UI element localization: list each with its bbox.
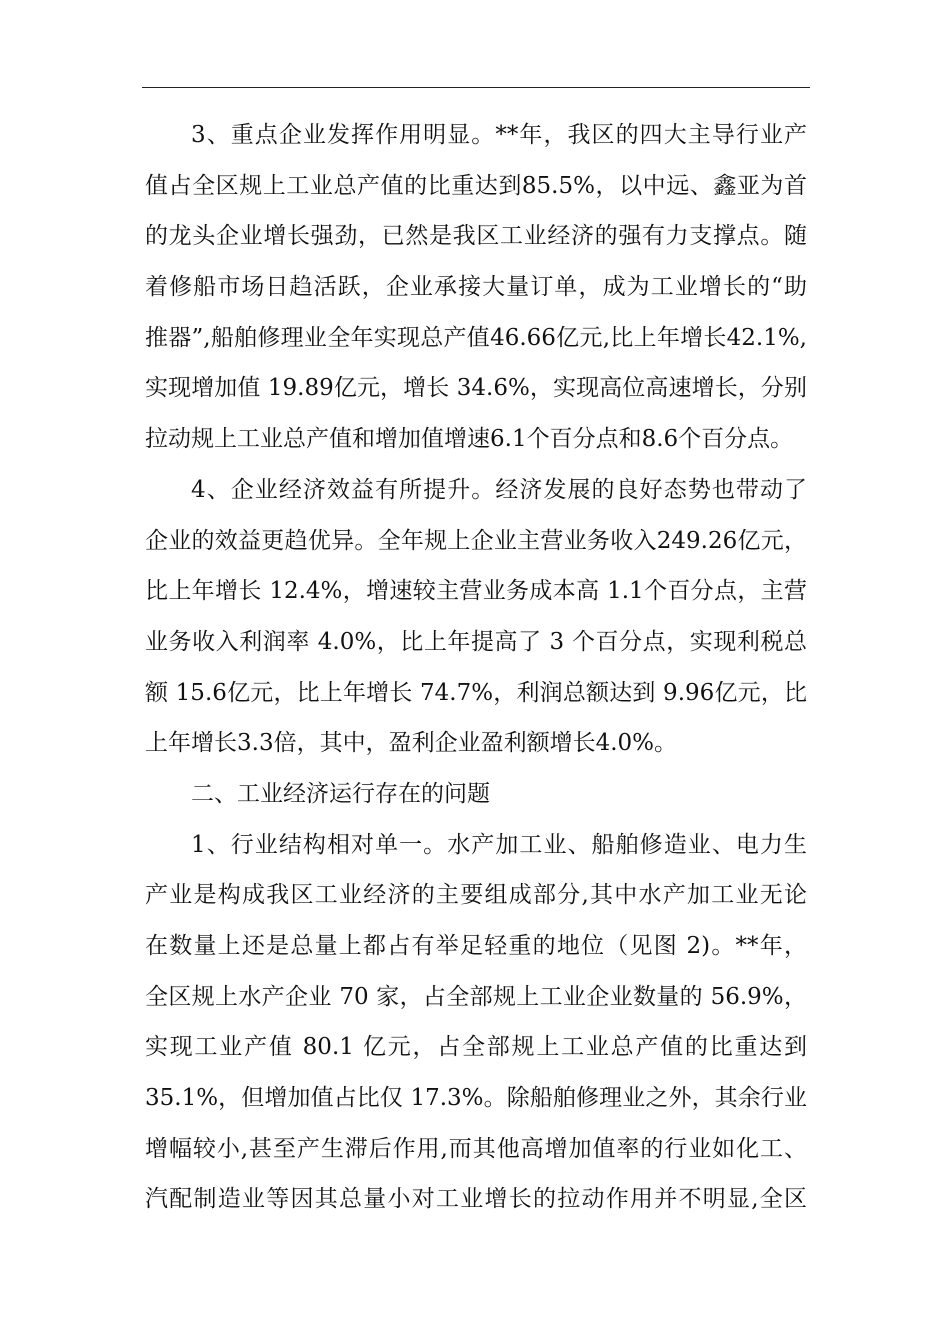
text-line: 4、企业经济效益有所提升。经济发展的良好态势也带动了	[191, 476, 807, 503]
text-line: 1、行业结构相对单一。水产加工业、船舶修造业、电力生	[191, 831, 807, 858]
text-line: 实现工业产值 80.1 亿元，占全部规上工业总产值的比重达到	[145, 1034, 807, 1061]
document-body	[145, 110, 807, 1225]
text-line: 企业的效益更趋优异。全年规上企业主营业务收入249.26亿元，	[145, 527, 807, 554]
text-line: 增幅较小,甚至产生滞后作用,而其他高增加值率的行业如化工、	[145, 1135, 807, 1162]
text-line: 推器”,船舶修理业全年实现总产值46.66亿元,比上年增长42.1%,	[145, 324, 807, 351]
section-heading: 二、工业经济运行存在的问题	[191, 780, 490, 807]
text-line: 全区规上水产企业 70 家，占全部规上工业企业数量的 56.9%，	[145, 983, 807, 1010]
header-rule	[142, 87, 810, 88]
text-line: 业务收入利润率 4.0%，比上年提高了 3 个百分点，实现利税总	[145, 628, 807, 655]
text-line: 值占全区规上工业总产值的比重达到85.5%，以中远、鑫亚为首	[145, 172, 807, 199]
text-line: 着修船市场日趋活跃，企业承接大量订单，成为工业增长的“助	[145, 274, 807, 301]
text-line: 3、重点企业发挥作用明显。**年，我区的四大主导行业产	[191, 122, 807, 148]
text-line: 汽配制造业等因其总量小对工业增长的拉动作用并不明显,全区	[145, 1186, 807, 1213]
text-line: 在数量上还是总量上都占有举足轻重的地位（见图 2)。**年，	[145, 933, 807, 959]
text-line: 拉动规上工业总产值和增加值增速6.1个百分点和8.6个百分点。	[145, 426, 794, 453]
text-line: 上年增长3.3倍，其中，盈利企业盈利额增长4.0%。	[145, 730, 678, 757]
text-line: 额 15.6亿元，比上年增长 74.7%，利润总额达到 9.96亿元，比	[145, 679, 807, 706]
text-line: 产业是构成我区工业经济的主要组成部分,其中水产加工业无论	[145, 882, 807, 909]
text-line: 比上年增长 12.4%，增速较主营业务成本高 1.1个百分点，主营	[145, 578, 807, 605]
text-line: 的龙头企业增长强劲，已然是我区工业经济的强有力支撑点。随	[145, 223, 807, 250]
text-line: 35.1%，但增加值占比仅 17.3%。除船舶修理业之外，其余行业	[145, 1085, 807, 1112]
text-line: 实现增加值 19.89亿元，增长 34.6%，实现高位高速增长，分别	[145, 375, 807, 402]
